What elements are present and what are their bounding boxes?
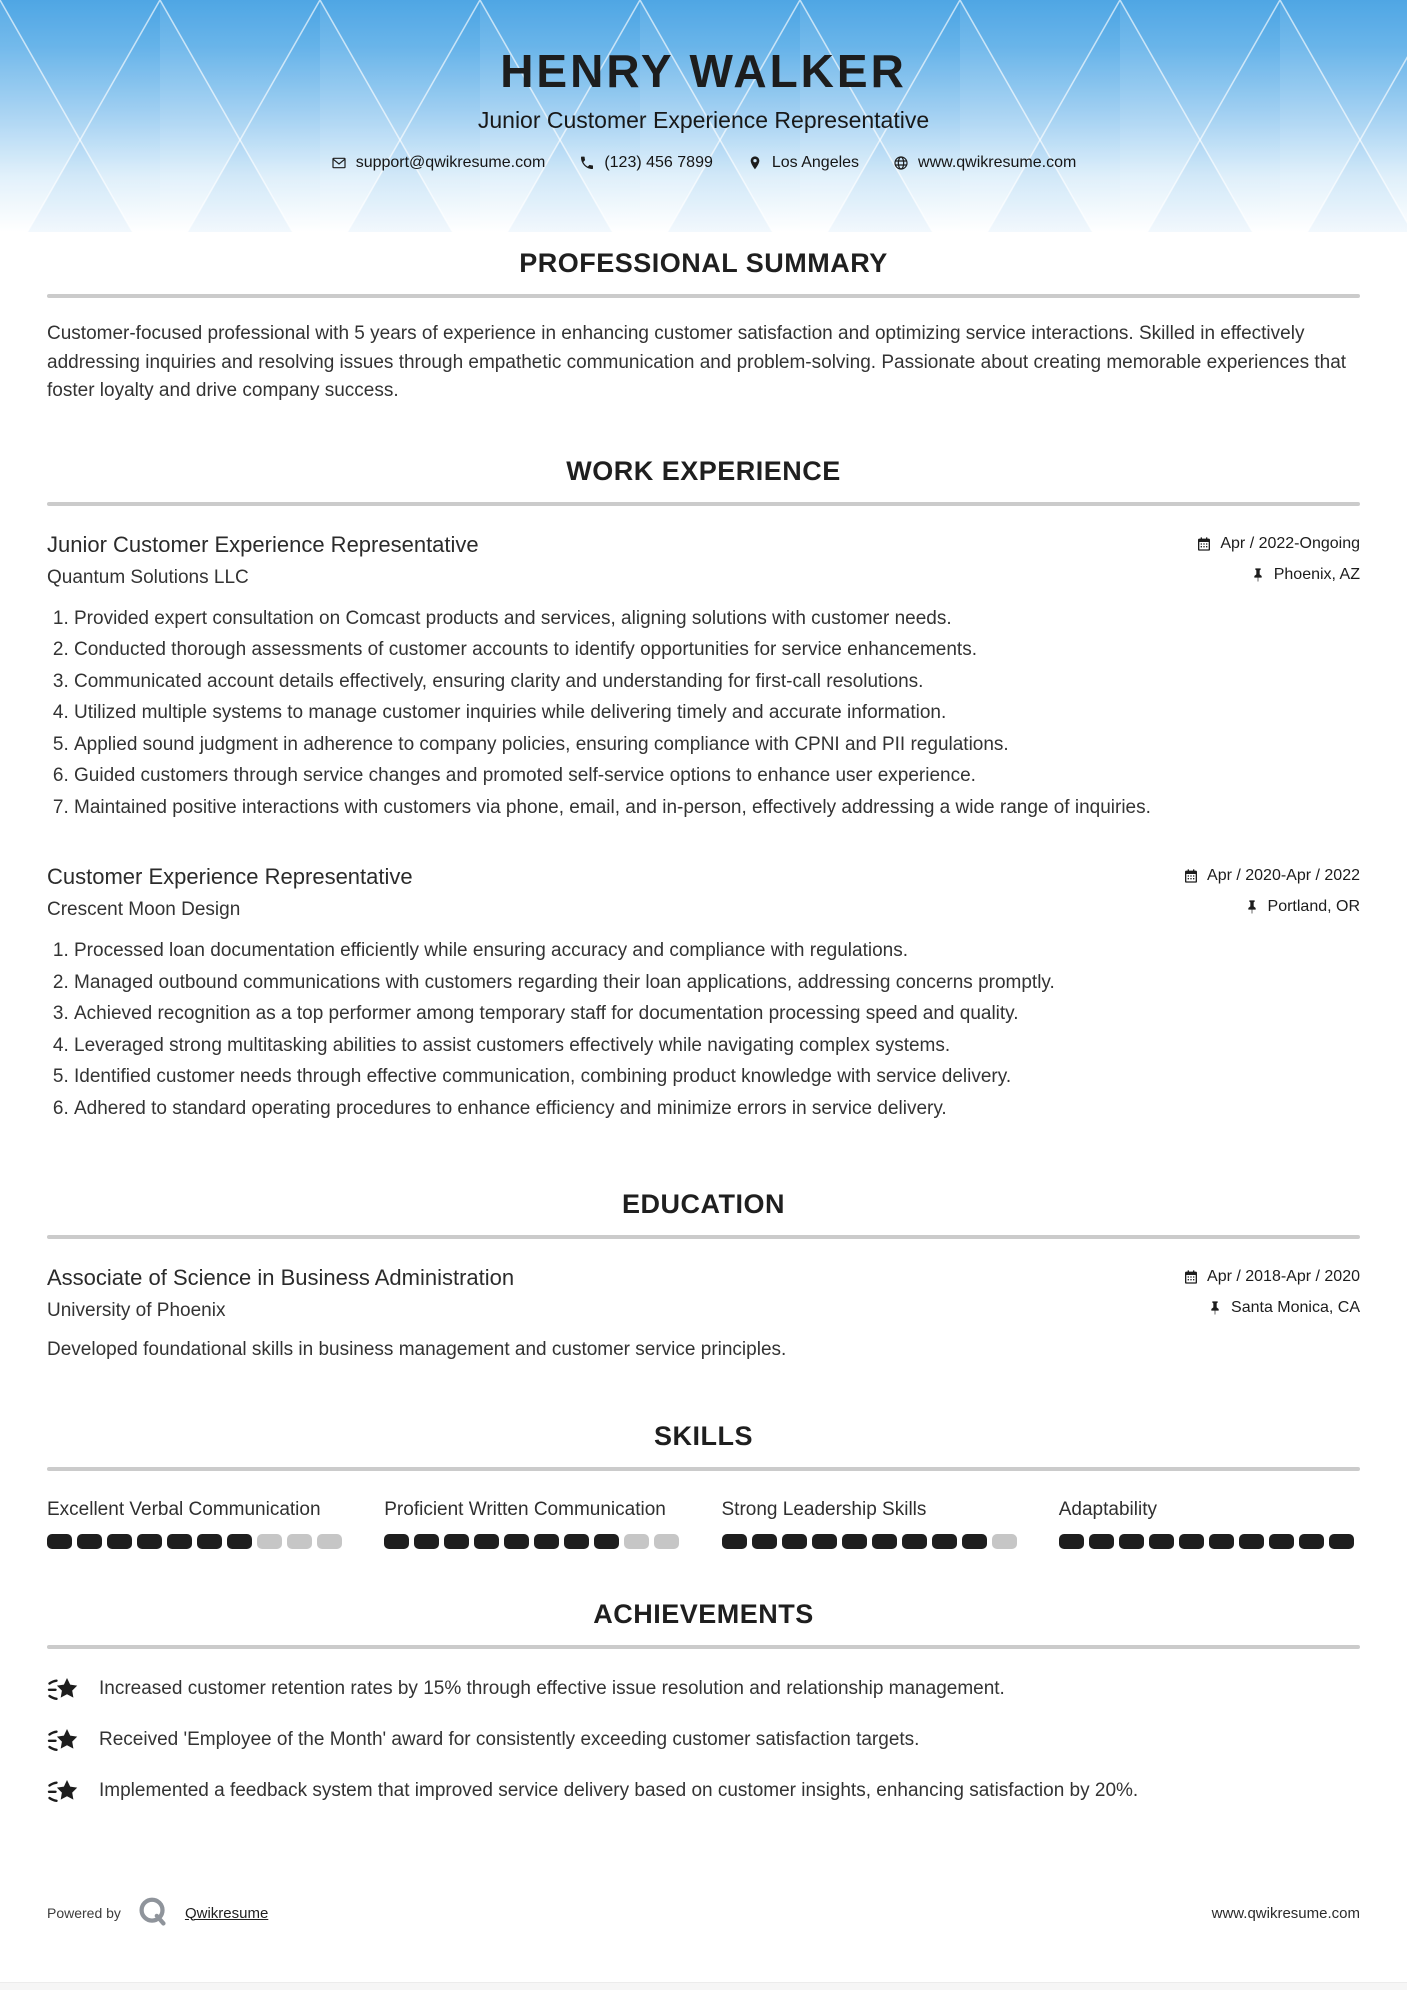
- skill-level-segment: [962, 1534, 987, 1549]
- skill-level-segment: [654, 1534, 679, 1549]
- job-bullet: 5. Applied sound judgment in adherence to company policies, ensuring compliance with CPNI and PII regulations.: [74, 731, 1360, 760]
- skill-level-segment: [317, 1534, 342, 1549]
- pushpin-icon: [1207, 1300, 1223, 1316]
- person-job-title: Junior Customer Experience Representative: [477, 107, 930, 133]
- skill-level-segment: [534, 1534, 559, 1549]
- job-bullet: 2. Conducted thorough assessments of customer accounts to identify opportunities for service enhancements.: [74, 636, 1360, 665]
- contact-phone-text: (123) 456 7899: [604, 154, 713, 171]
- qwikresume-logo-icon: [134, 1894, 172, 1932]
- achievement-item: [47, 1726, 1360, 1760]
- job-bullet: 2. Managed outbound communications with customers regarding their loan applications, addressing concerns promptly.: [74, 969, 1360, 998]
- section-education: [47, 1189, 1360, 1365]
- skill-level-bar: [384, 1534, 685, 1549]
- location-pin-icon: [747, 155, 763, 171]
- hero-header: [0, 0, 1407, 232]
- skill-level-segment: [444, 1534, 469, 1549]
- contact-row: [0, 154, 1407, 172]
- skill-level-segment: [564, 1534, 589, 1549]
- shooting-star-icon: [47, 1726, 79, 1760]
- contact-website[interactable]: [893, 154, 1076, 172]
- skill-name: Strong Leadership Skills: [721, 1498, 927, 1520]
- section-divider: [47, 1235, 1360, 1239]
- achievement-text: Received 'Employee of the Month' award for consistently exceeding customer satisfaction targets.: [99, 1729, 920, 1751]
- skill-level-segment: [872, 1534, 897, 1549]
- footer-website: www.qwikresume.com: [1211, 1904, 1360, 1922]
- skill-name: Excellent Verbal Communication: [47, 1498, 321, 1520]
- skill-level-segment: [842, 1534, 867, 1549]
- skill-level-segment: [257, 1534, 282, 1549]
- job-location: [1244, 898, 1360, 916]
- job-company: Crescent Moon Design: [47, 899, 241, 920]
- skill-level-segment: [1239, 1534, 1264, 1549]
- skill-level-segment: [812, 1534, 837, 1549]
- calendar-icon: [1183, 1269, 1199, 1285]
- skill-level-segment: [474, 1534, 499, 1549]
- shooting-star-icon: [47, 1777, 79, 1811]
- job-title: Customer Experience Representative: [47, 864, 413, 889]
- achievement-text: Increased customer retention rates by 15% through effective issue resolution and relationship management.: [99, 1678, 1005, 1700]
- skill-level-segment: [932, 1534, 957, 1549]
- skill-level-segment: [107, 1534, 132, 1549]
- section-divider: [47, 502, 1360, 506]
- resume-body: [0, 248, 1407, 1811]
- section-divider: [47, 1645, 1360, 1649]
- email-icon: [331, 155, 347, 171]
- education-entry: [47, 1265, 1360, 1365]
- education-date: [1183, 1268, 1360, 1286]
- skill-level-segment: [1149, 1534, 1174, 1549]
- contact-email[interactable]: [331, 154, 546, 172]
- skill-item: [47, 1497, 348, 1550]
- job-bullet: 6. Adhered to standard operating procedures to enhance efficiency and minimize errors in service delivery.: [74, 1095, 1360, 1124]
- skill-name: Proficient Written Communication: [384, 1498, 666, 1520]
- shooting-star-icon: [47, 1675, 79, 1709]
- skill-level-segment: [1089, 1534, 1114, 1549]
- section-divider: [47, 294, 1360, 298]
- skill-level-segment: [287, 1534, 312, 1549]
- job-bullet: 5. Identified customer needs through effective communication, combining product knowledge with service delivery.: [74, 1063, 1360, 1092]
- skills-grid: [47, 1497, 1360, 1550]
- contact-website-text: www.qwikresume.com: [918, 154, 1077, 171]
- skill-level-segment: [1269, 1534, 1294, 1549]
- skill-level-segment: [414, 1534, 439, 1549]
- skill-item: [1059, 1497, 1360, 1550]
- job-location-text: Portland, OR: [1267, 898, 1360, 915]
- education-school: University of Phoenix: [47, 1300, 226, 1321]
- skill-level-segment: [1299, 1534, 1324, 1549]
- powered-by-label: Powered by: [47, 1905, 121, 1921]
- pushpin-icon: [1244, 899, 1260, 915]
- job-entry: [47, 864, 1360, 1123]
- skill-level-segment: [594, 1534, 619, 1549]
- job-date-text: Apr / 2020-Apr / 2022: [1207, 867, 1360, 884]
- achievement-text: Implemented a feedback system that improved service delivery based on customer insights, enhancing satisfaction by 20%.: [99, 1780, 1139, 1802]
- work-heading: WORK EXPERIENCE: [566, 455, 841, 486]
- job-title: Junior Customer Experience Representative: [47, 531, 479, 557]
- skill-level-segment: [1209, 1534, 1234, 1549]
- skill-level-segment: [992, 1534, 1017, 1549]
- job-date: [1196, 535, 1360, 553]
- education-degree: Associate of Science in Business Administration: [47, 1265, 515, 1290]
- contact-location-text: Los Angeles: [771, 154, 860, 171]
- section-achievements: [47, 1599, 1360, 1811]
- skill-level-segment: [722, 1534, 747, 1549]
- job-bullets: [47, 605, 1360, 823]
- skill-level-segment: [137, 1534, 162, 1549]
- summary-heading: PROFESSIONAL SUMMARY: [519, 248, 888, 278]
- achievement-item: [47, 1777, 1360, 1811]
- skill-level-segment: [77, 1534, 102, 1549]
- job-date-text: Apr / 2022-Ongoing: [1220, 534, 1360, 552]
- skill-level-segment: [47, 1534, 72, 1549]
- education-description: Developed foundational skills in business management and customer service principles.: [47, 1339, 787, 1360]
- job-bullet: 1. Provided expert consultation on Comcast products and services, aligning solutions with customer needs.: [74, 605, 1360, 634]
- skill-level-segment: [1059, 1534, 1084, 1549]
- summary-text: Customer-focused professional with 5 years of experience in enhancing customer satisfaction and optimizing service interactions. Skilled in effectively addressing inquiries and resolving issues through empathetic communication and problem-solving. Passionate about creating memorable experiences that foster loyalty and drive company success.: [47, 323, 1347, 401]
- education-location-text: Santa Monica, CA: [1231, 1299, 1360, 1316]
- skill-level-segment: [1329, 1534, 1354, 1549]
- skill-level-segment: [752, 1534, 777, 1549]
- achievement-list: [47, 1675, 1360, 1811]
- job-entry: [47, 532, 1360, 823]
- skill-level-segment: [227, 1534, 252, 1549]
- phone-icon: [579, 155, 595, 171]
- skill-level-segment: [1179, 1534, 1204, 1549]
- skill-name: Adaptability: [1058, 1498, 1157, 1520]
- bottom-strip: [0, 1982, 1407, 1990]
- skill-item: [722, 1497, 1023, 1550]
- job-bullet: 7. Maintained positive interactions with customers via phone, email, and in-person, effectively addressing a wide range of inquiries.: [74, 794, 1360, 823]
- skill-level-segment: [384, 1534, 409, 1549]
- job-list: [47, 532, 1360, 1124]
- job-location-text: Phoenix, AZ: [1273, 565, 1360, 583]
- job-bullet: 4. Utilized multiple systems to manage customer inquiries while delivering timely and accurate information.: [74, 699, 1360, 728]
- globe-icon: [893, 155, 909, 171]
- skill-level-segment: [504, 1534, 529, 1549]
- education-date-text: Apr / 2018-Apr / 2020: [1207, 1268, 1360, 1285]
- section-work-experience: [47, 456, 1360, 1124]
- skill-level-segment: [1119, 1534, 1144, 1549]
- skill-level-segment: [197, 1534, 222, 1549]
- education-heading: EDUCATION: [622, 1189, 785, 1219]
- job-bullet: 4. Leveraged strong multitasking abilities to assist customers effectively while navigating complex systems.: [74, 1032, 1360, 1061]
- job-date: [1183, 867, 1360, 885]
- skill-level-bar: [1059, 1534, 1360, 1549]
- contact-location: [747, 154, 859, 172]
- job-bullets: [47, 937, 1360, 1123]
- job-bullet: 3. Achieved recognition as a top performer among temporary staff for documentation processing speed and quality.: [74, 1000, 1360, 1029]
- skill-level-segment: [624, 1534, 649, 1549]
- page-footer: [47, 1894, 1360, 1932]
- achievement-item: [47, 1675, 1360, 1709]
- skill-level-segment: [782, 1534, 807, 1549]
- calendar-icon: [1183, 868, 1199, 884]
- contact-email-text: support@qwikresume.com: [355, 154, 546, 171]
- section-professional-summary: [47, 248, 1360, 406]
- job-bullet: 1. Processed loan documentation efficiently while ensuring accuracy and compliance with regulations.: [74, 937, 1360, 966]
- job-bullet: 3. Communicated account details effectively, ensuring clarity and understanding for first-call resolutions.: [74, 668, 1360, 697]
- section-skills: [47, 1421, 1360, 1550]
- person-name: HENRY WALKER: [500, 45, 907, 97]
- job-bullet: 6. Guided customers through service changes and promoted self-service options to enhance user experience.: [74, 762, 1360, 791]
- skill-level-segment: [167, 1534, 192, 1549]
- skill-level-segment: [902, 1534, 927, 1549]
- calendar-icon: [1196, 536, 1212, 552]
- contact-phone[interactable]: [579, 154, 713, 172]
- powered-by: [47, 1894, 268, 1932]
- skill-item: [384, 1497, 685, 1550]
- skill-level-bar: [47, 1534, 348, 1549]
- pushpin-icon: [1250, 567, 1266, 583]
- job-company: Quantum Solutions LLC: [47, 566, 249, 588]
- qwikresume-link[interactable]: Qwikresume: [184, 1904, 269, 1922]
- skill-level-bar: [722, 1534, 1023, 1549]
- achievements-heading: ACHIEVEMENTS: [593, 1599, 814, 1630]
- section-divider: [47, 1467, 1360, 1471]
- skills-heading: SKILLS: [653, 1420, 753, 1451]
- education-location: [1207, 1299, 1360, 1317]
- job-location: [1250, 566, 1360, 584]
